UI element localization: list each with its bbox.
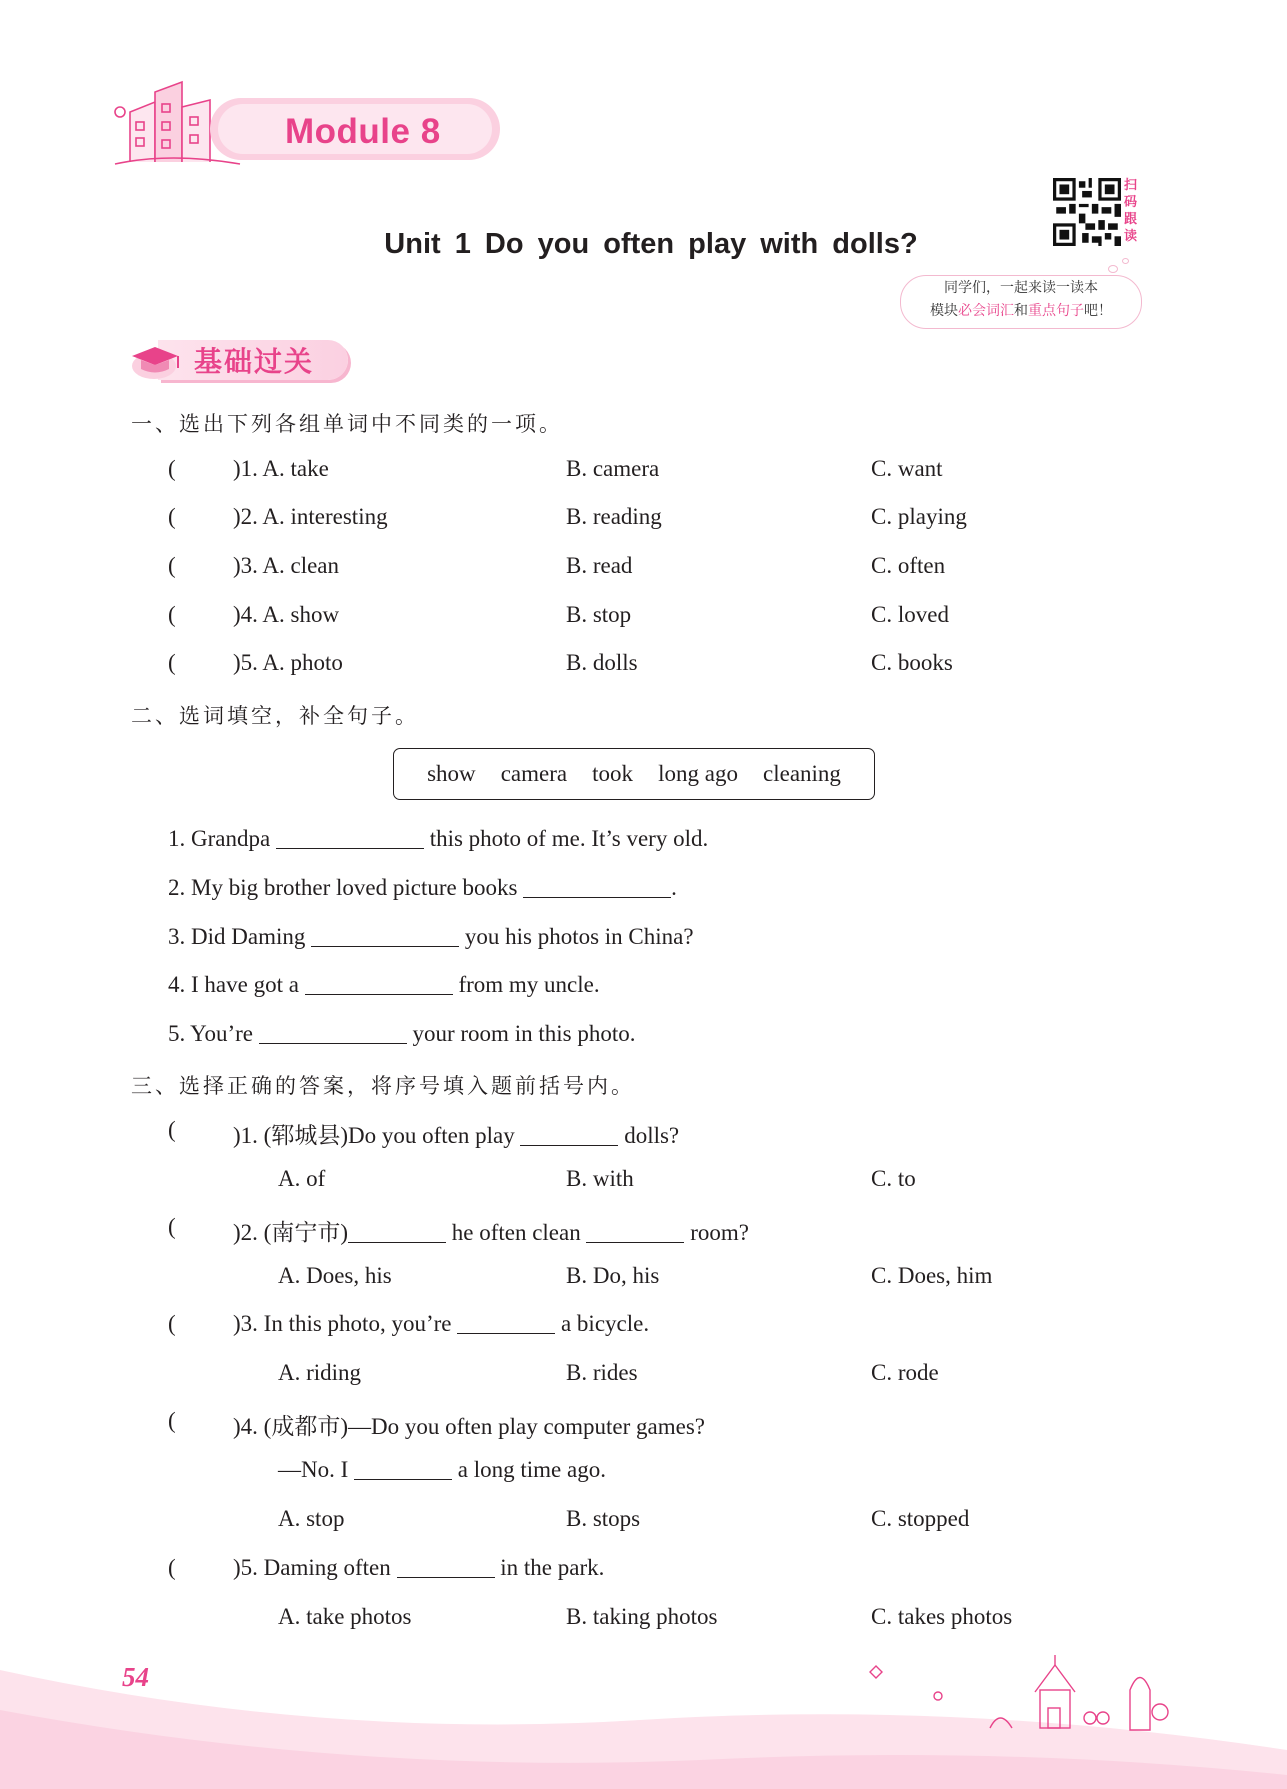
option-a: )4. A. show bbox=[233, 602, 340, 627]
option-b: B. dolls bbox=[566, 650, 638, 675]
option-b: B. camera bbox=[566, 456, 660, 481]
option-b: B. stop bbox=[566, 602, 632, 627]
part3-heading: 三、选择正确的答案，将序号填入题前括号内。 bbox=[131, 1074, 635, 1098]
answer-bracket[interactable]: ( bbox=[168, 1117, 176, 1142]
word-bank-item: show bbox=[427, 761, 476, 786]
option-b: B. with bbox=[566, 1166, 634, 1191]
option-c: C. stopped bbox=[871, 1506, 970, 1531]
qr-code-icon[interactable] bbox=[1053, 178, 1121, 246]
answer-blank[interactable] bbox=[348, 1220, 446, 1243]
question-stem: )1. (郓城县)Do you often play dolls? bbox=[233, 1123, 680, 1148]
section-title: 基础过关 bbox=[194, 345, 315, 378]
question-stem: )2. (南宁市) he often clean room? bbox=[233, 1220, 749, 1245]
option-c: C. books bbox=[871, 650, 953, 675]
answer-blank[interactable] bbox=[523, 875, 671, 898]
question-stem-line2: —No. I a long time ago. bbox=[278, 1457, 606, 1482]
option-b: B. taking photos bbox=[566, 1604, 718, 1629]
fill-sentence: 1. Grandpa this photo of me. It’s very old. bbox=[168, 826, 709, 851]
page-number: 54 bbox=[122, 1662, 149, 1692]
word-bank bbox=[393, 748, 875, 800]
fill-sentence: 3. Did Daming you his photos in China? bbox=[168, 924, 694, 949]
option-a: )2. A. interesting bbox=[233, 504, 388, 529]
option-a: A. of bbox=[278, 1166, 326, 1191]
option-b: B. reading bbox=[566, 504, 662, 529]
option-c: C. Does, him bbox=[871, 1263, 993, 1288]
word-bank-item: camera bbox=[500, 761, 568, 786]
option-a: A. Does, his bbox=[278, 1263, 392, 1288]
answer-bracket[interactable]: ( bbox=[168, 553, 176, 578]
answer-bracket[interactable]: ( bbox=[168, 504, 176, 529]
answer-blank[interactable] bbox=[397, 1555, 495, 1578]
answer-bracket[interactable]: ( bbox=[168, 1555, 176, 1580]
qr-caption-char: 扫 bbox=[1124, 177, 1138, 192]
answer-blank[interactable] bbox=[305, 972, 453, 995]
option-a: )5. A. photo bbox=[233, 650, 343, 675]
part1-heading: 一、选出下列各组单词中不同类的一项。 bbox=[131, 412, 563, 436]
bubble-dot bbox=[1108, 265, 1118, 273]
option-c: C. rode bbox=[871, 1360, 939, 1385]
option-a: A. riding bbox=[278, 1360, 362, 1385]
option-a: )3. A. clean bbox=[233, 553, 340, 578]
option-c: C. loved bbox=[871, 602, 949, 627]
option-a: A. take photos bbox=[278, 1604, 412, 1629]
module-title: Module 8 bbox=[285, 112, 441, 151]
answer-bracket[interactable]: ( bbox=[168, 602, 176, 627]
option-a: )1. A. take bbox=[233, 456, 329, 481]
part2-heading: 二、选词填空，补全句子。 bbox=[131, 704, 419, 728]
fill-sentence: 4. I have got a from my uncle. bbox=[168, 972, 600, 997]
option-c: C. takes photos bbox=[871, 1604, 1013, 1629]
graduation-cap-icon bbox=[128, 336, 184, 382]
unit-title: Unit 1 Do you often play with dolls? bbox=[384, 228, 918, 260]
qr-caption bbox=[1124, 176, 1142, 244]
answer-blank[interactable] bbox=[586, 1220, 684, 1243]
option-b: B. rides bbox=[566, 1360, 638, 1385]
fill-sentence: 2. My big brother loved picture books . bbox=[168, 875, 677, 900]
qr-caption-char: 跟 bbox=[1124, 211, 1138, 226]
qr-caption-char: 读 bbox=[1124, 228, 1138, 243]
option-b: B. read bbox=[566, 553, 633, 578]
speech-bubble bbox=[900, 275, 1142, 329]
answer-blank[interactable] bbox=[520, 1123, 618, 1146]
fill-sentence: 5. You’re your room in this photo. bbox=[168, 1021, 636, 1046]
answer-bracket[interactable]: ( bbox=[168, 1408, 176, 1433]
answer-bracket[interactable]: ( bbox=[168, 650, 176, 675]
module-banner bbox=[110, 72, 490, 172]
option-c: C. playing bbox=[871, 504, 967, 529]
option-c: C. want bbox=[871, 456, 943, 481]
question-stem: )5. Daming often in the park. bbox=[233, 1555, 605, 1580]
option-a: A. stop bbox=[278, 1506, 345, 1531]
answer-blank[interactable] bbox=[457, 1311, 555, 1334]
answer-bracket[interactable]: ( bbox=[168, 1311, 176, 1336]
option-c: C. to bbox=[871, 1166, 916, 1191]
option-c: C. often bbox=[871, 553, 946, 578]
option-b: B. stops bbox=[566, 1506, 641, 1531]
section-badge bbox=[128, 334, 358, 384]
answer-bracket[interactable]: ( bbox=[168, 456, 176, 481]
option-b: B. Do, his bbox=[566, 1263, 660, 1288]
question-stem: )3. In this photo, you’re a bicycle. bbox=[233, 1311, 650, 1336]
question-stem: )4. (成都市)—Do you often play computer games? bbox=[233, 1414, 706, 1439]
word-bank-item: long ago bbox=[658, 761, 738, 786]
bubble-dot bbox=[1122, 258, 1129, 264]
bubble-line-1: 同学们，一起来读一读本 bbox=[944, 279, 1098, 295]
footer-wave-decoration bbox=[0, 1600, 1287, 1789]
word-bank-item: cleaning bbox=[763, 761, 841, 786]
answer-blank[interactable] bbox=[259, 1021, 407, 1044]
answer-bracket[interactable]: ( bbox=[168, 1214, 176, 1239]
bubble-line-2: 模块必会词汇和重点句子吧！ bbox=[930, 302, 1112, 318]
answer-blank[interactable] bbox=[311, 924, 459, 947]
word-bank-item: took bbox=[592, 761, 634, 786]
answer-blank[interactable] bbox=[276, 826, 424, 849]
qr-caption-char: 码 bbox=[1124, 194, 1138, 209]
answer-blank[interactable] bbox=[354, 1457, 452, 1480]
